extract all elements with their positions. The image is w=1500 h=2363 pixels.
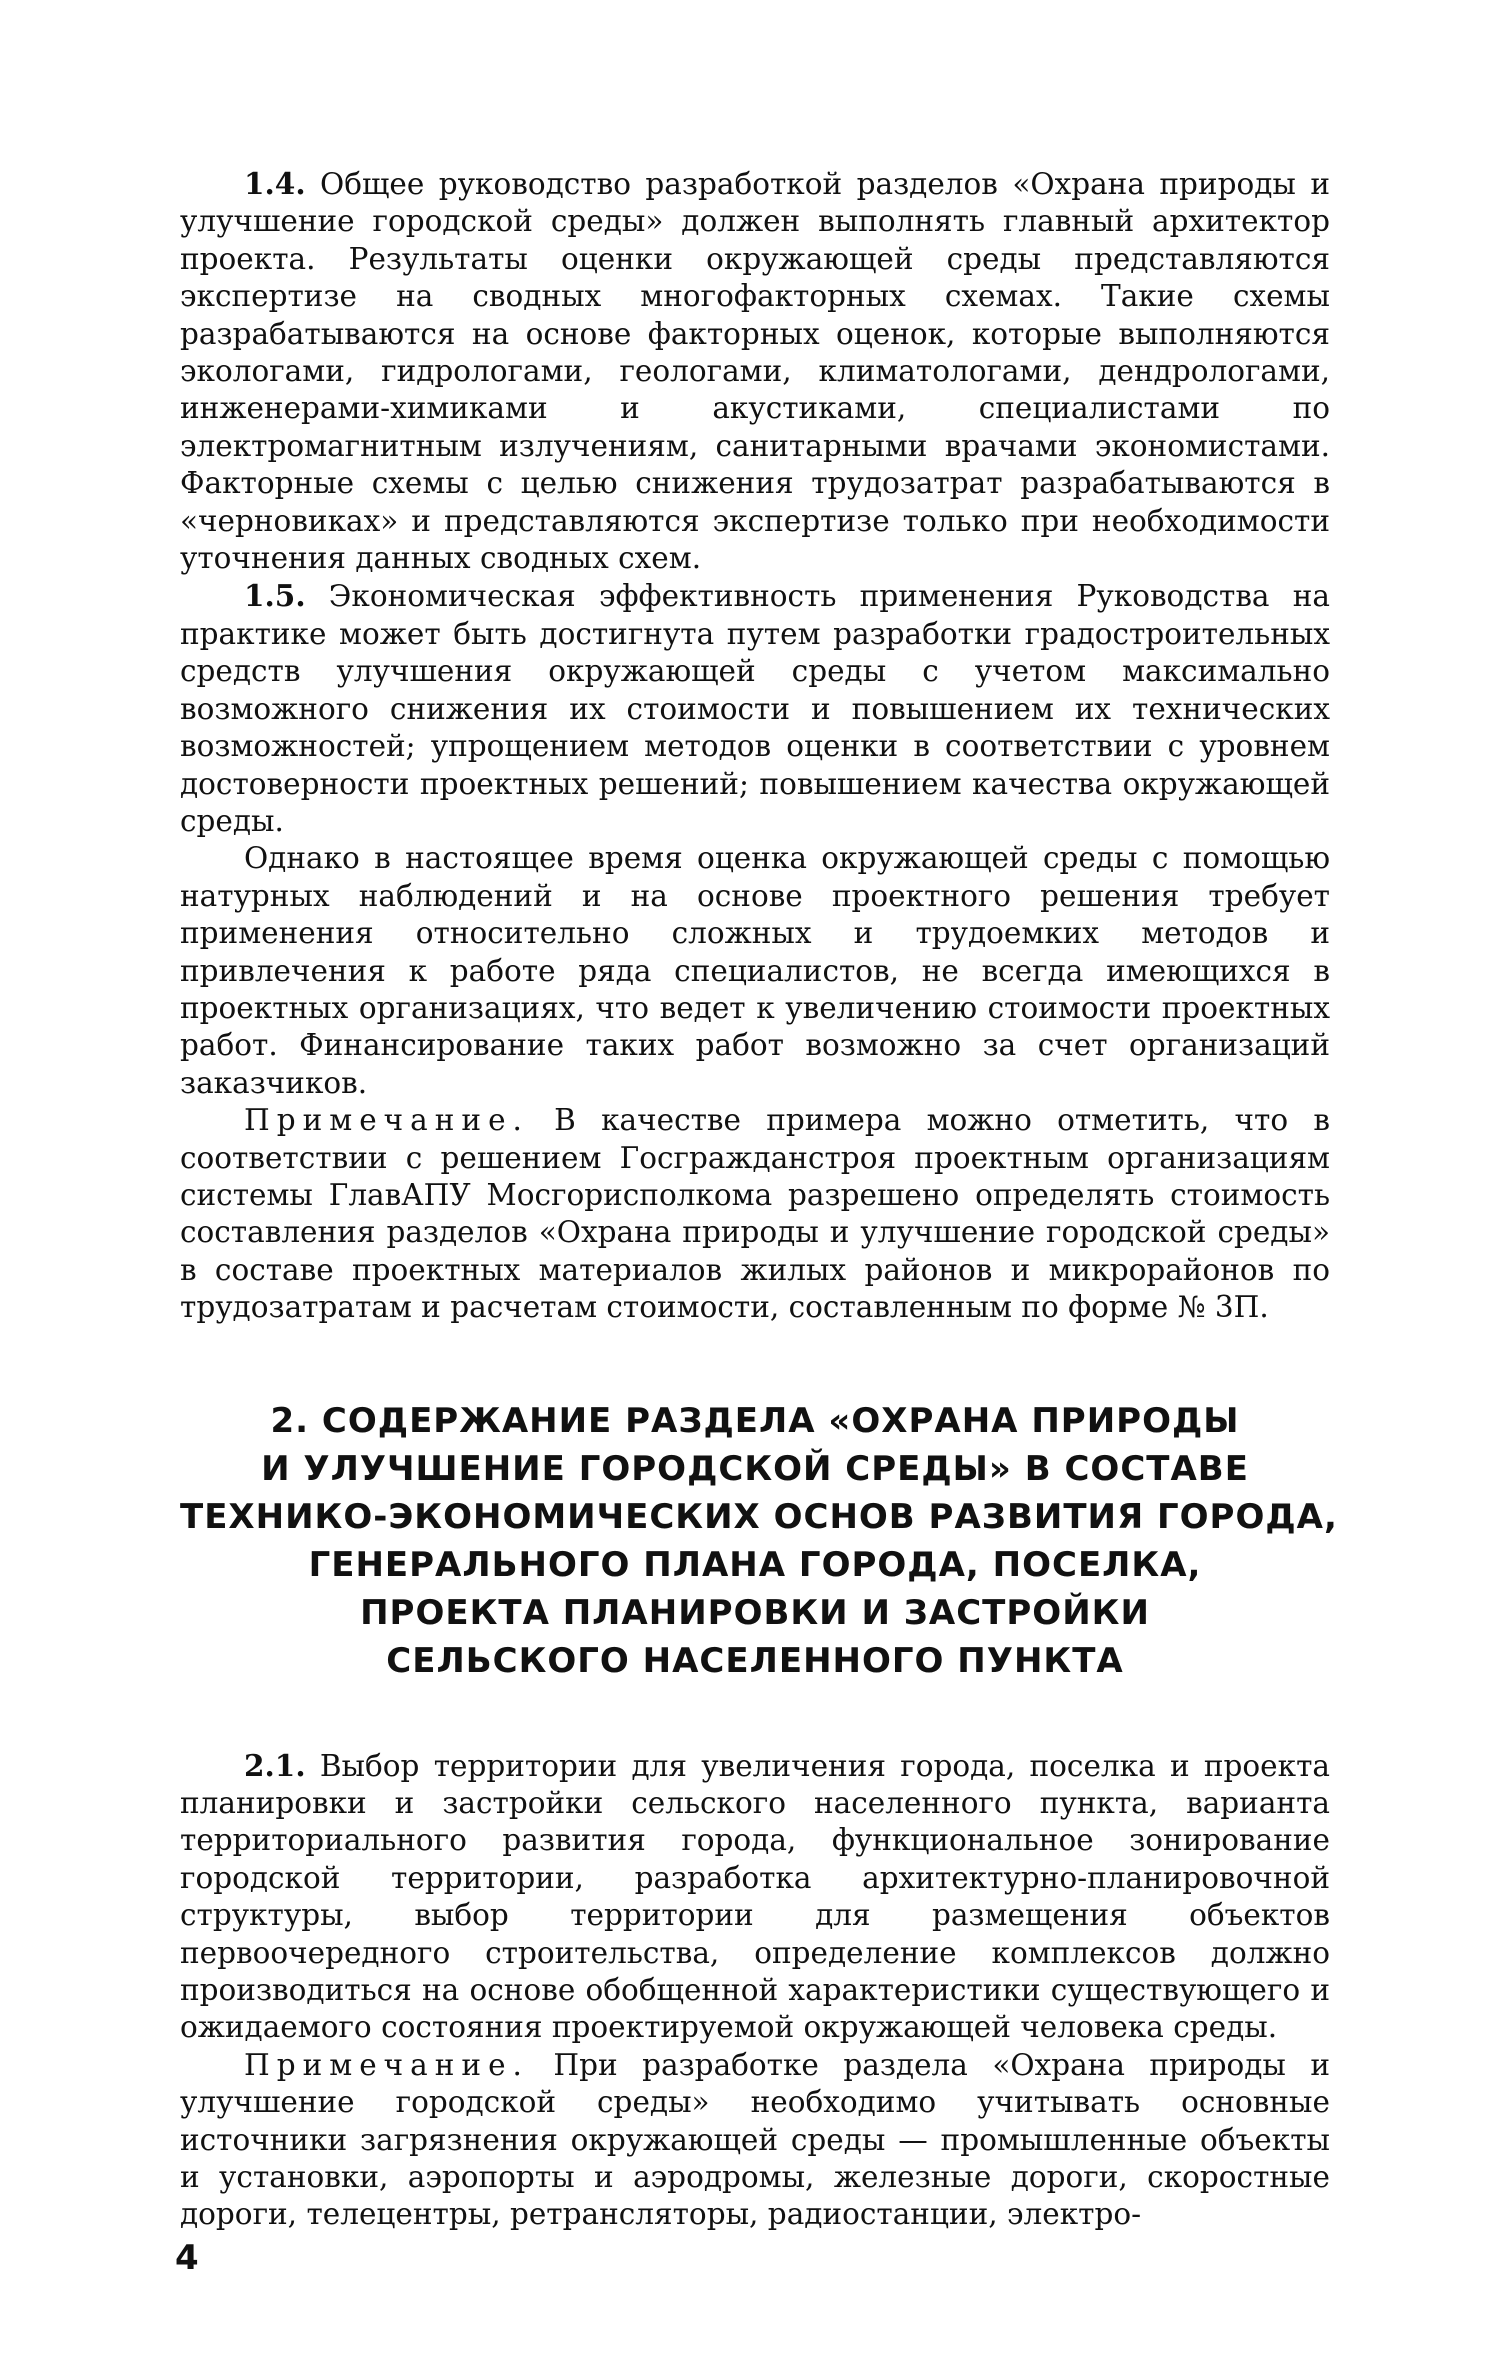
paragraph-number: 2.1. [244,1747,306,1783]
page-body [180,165,1338,2234]
note-paragraph-1 [180,1102,1330,1326]
paragraph-text: Общее руководство разработкой разделов «Охрана природы и улучшение городской среды» должен выполнять главный архитектор проекта. Результаты оценки окружающей среды представляются экспертизе на сводных многофакторных схемах. Такие схемы разрабатываются на основе факторных оценок, которые выполняются экологами, гидрологами, геологами, климатологами, дендрологами, инженерами-химиками и акустиками, специалистами по электромагнитным излучениям, санитарными врачами экономистами. Факторные схемы с целью снижения трудозатрат разрабатываются в «черновиках» и представляются экспертизе только при необходимости уточнения данных сводных схем. [180,167,1330,576]
paragraph-1-4 [180,165,1330,577]
section-heading [180,1397,1338,1685]
paragraph-number: 1.5. [244,578,306,614]
note-text: При разработке раздела «Охрана природы и улучшение городской среды» необходимо учитывать основные источники загрязнения окружающей среды — промышленные объекты и установки, аэропорты и аэродромы, железные дороги, скоростные дороги, телецентры, ретрансляторы, радиостанции, электро- [180,2047,1330,2232]
heading-line: СЕЛЬСКОГО НАСЕЛЕННОГО ПУНКТА [386,1640,1124,1681]
paragraph-text: Однако в настоящее время оценка окружающей среды с помощью натурных наблюдений и на основе проектного решения требует применения относительно сложных и трудоемких методов и привлечения к работе ряда специалистов, не всегда имеющихся в проектных организациях, что ведет к увеличению стоимости проектных работ. Финансирование таких работ возможно за счет организаций заказчиков. [180,841,1330,1100]
note-label: Примечание. [244,2047,529,2082]
heading-line: ПРОЕКТА ПЛАНИРОВКИ И ЗАСТРОЙКИ [360,1592,1150,1633]
heading-line: И УЛУЧШЕНИЕ ГОРОДСКОЙ СРЕДЫ» В СОСТАВЕ [261,1448,1249,1489]
paragraph-1-5 [180,577,1330,840]
paragraph-2-1 [180,1747,1330,2047]
paragraph-however [180,840,1330,1102]
page-number: 4 [175,2238,199,2278]
note-text: В качестве примера можно отметить, что в соответствии с решением Госгражданстроя проектным организациям системы ГлавАПУ Мосгорисполкома разрешено определять стоимость составления разделов «Охрана природы и улучшение городской среды» в составе проектных материалов жилых районов и микрорайонов по трудозатратам и расчетам стоимости, составленным по форме № 3П. [180,1103,1330,1325]
paragraph-text: Выбор территории для увеличения города, поселка и проекта планировки и застройки сельского населенного пункта, варианта территориального развития города, функциональное зонирование городской территории, разработка архитектурно-планировочной структуры, выбор территории для размещения объектов первоочередного строительства, определение комплексов должно производиться на основе обобщенной характеристики существующего и ожидаемого состояния проектируемой окружающей человека среды. [180,1748,1330,2045]
heading-line: ТЕХНИКО-ЭКОНОМИЧЕСКИХ ОСНОВ РАЗВИТИЯ ГОРОДА, [180,1496,1338,1537]
paragraph-number: 1.4. [244,166,306,201]
note-paragraph-2 [180,2047,1330,2234]
heading-line: 2. СОДЕРЖАНИЕ РАЗДЕЛА «ОХРАНА ПРИРОДЫ [270,1400,1240,1441]
heading-line: ГЕНЕРАЛЬНОГО ПЛАНА ГОРОДА, ПОСЕЛКА, [308,1544,1202,1585]
note-label: Примечание. [244,1103,529,1138]
paragraph-text: Экономическая эффективность применения Руководства на практике может быть достигнута путем разработки градостроительных средств улучшения окружающей среды с учетом максимально возможного снижения их стоимости и повышением их технических возможностей; упрощением методов оценки в соответствии с уровнем достоверности проектных решений; повышением качества окружающей среды. [180,579,1330,838]
